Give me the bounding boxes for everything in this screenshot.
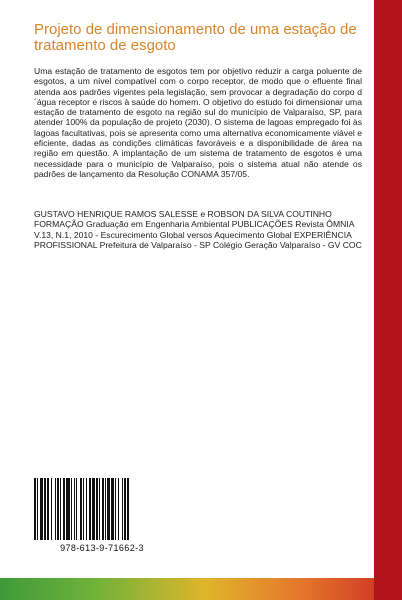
spine-stripe	[374, 0, 402, 600]
color-bar	[0, 578, 374, 600]
barcode-bar	[127, 478, 129, 540]
barcode-block	[34, 478, 170, 558]
book-title: Projeto de dimensionamento de uma estação de tratamento de esgoto	[34, 21, 357, 54]
book-abstract: Uma estação de tratamento de esgotos tem por objetivo reduzir a carga poluente de esgotos, a um nível compatível com o corpo receptor, de modo que o efluente final atenda aos padrões vigentes pela legislação, sem provocar a degradação do corpo d´água receptor e riscos à saúde do homem. O objetivo do estudo foi dimensionar uma estação de tratamento de esgoto na região sul do município de Valparaíso, SP, para atender 100% da população de projeto (2030). O sistema de lagoas empregado foi às lagoas facultativas, pois se apresenta como uma alternativa economicamente viável e eficiente, dadas as condições climáticas favoráveis e a disponibilidade de área na região em questão. A implantação de um sistema de tratamento de esgotos é uma necessidade para o município de Valparaíso, pois o sistema atual não atende os padrões de lançamento da Resolução CONAMA 357/05.	[34, 66, 362, 179]
barcode	[34, 478, 170, 540]
isbn-number: 978-613-9-71662-3	[60, 543, 144, 553]
authors-bio: GUSTAVO HENRIQUE RAMOS SALESSE e ROBSON DA SILVA COUTINHO FORMAÇÃO Graduação em Engenharia Ambiental PUBLICAÇÕES Revista ÔMNIA V.13, N.1, 2010 - Escurecimento Global versos Aquecimento Global EXPERIÊNCIA PROFISSIONAL Prefeitura de Valparaíso - SP Colégio Geração Valparaíso - GV COC	[34, 209, 362, 250]
